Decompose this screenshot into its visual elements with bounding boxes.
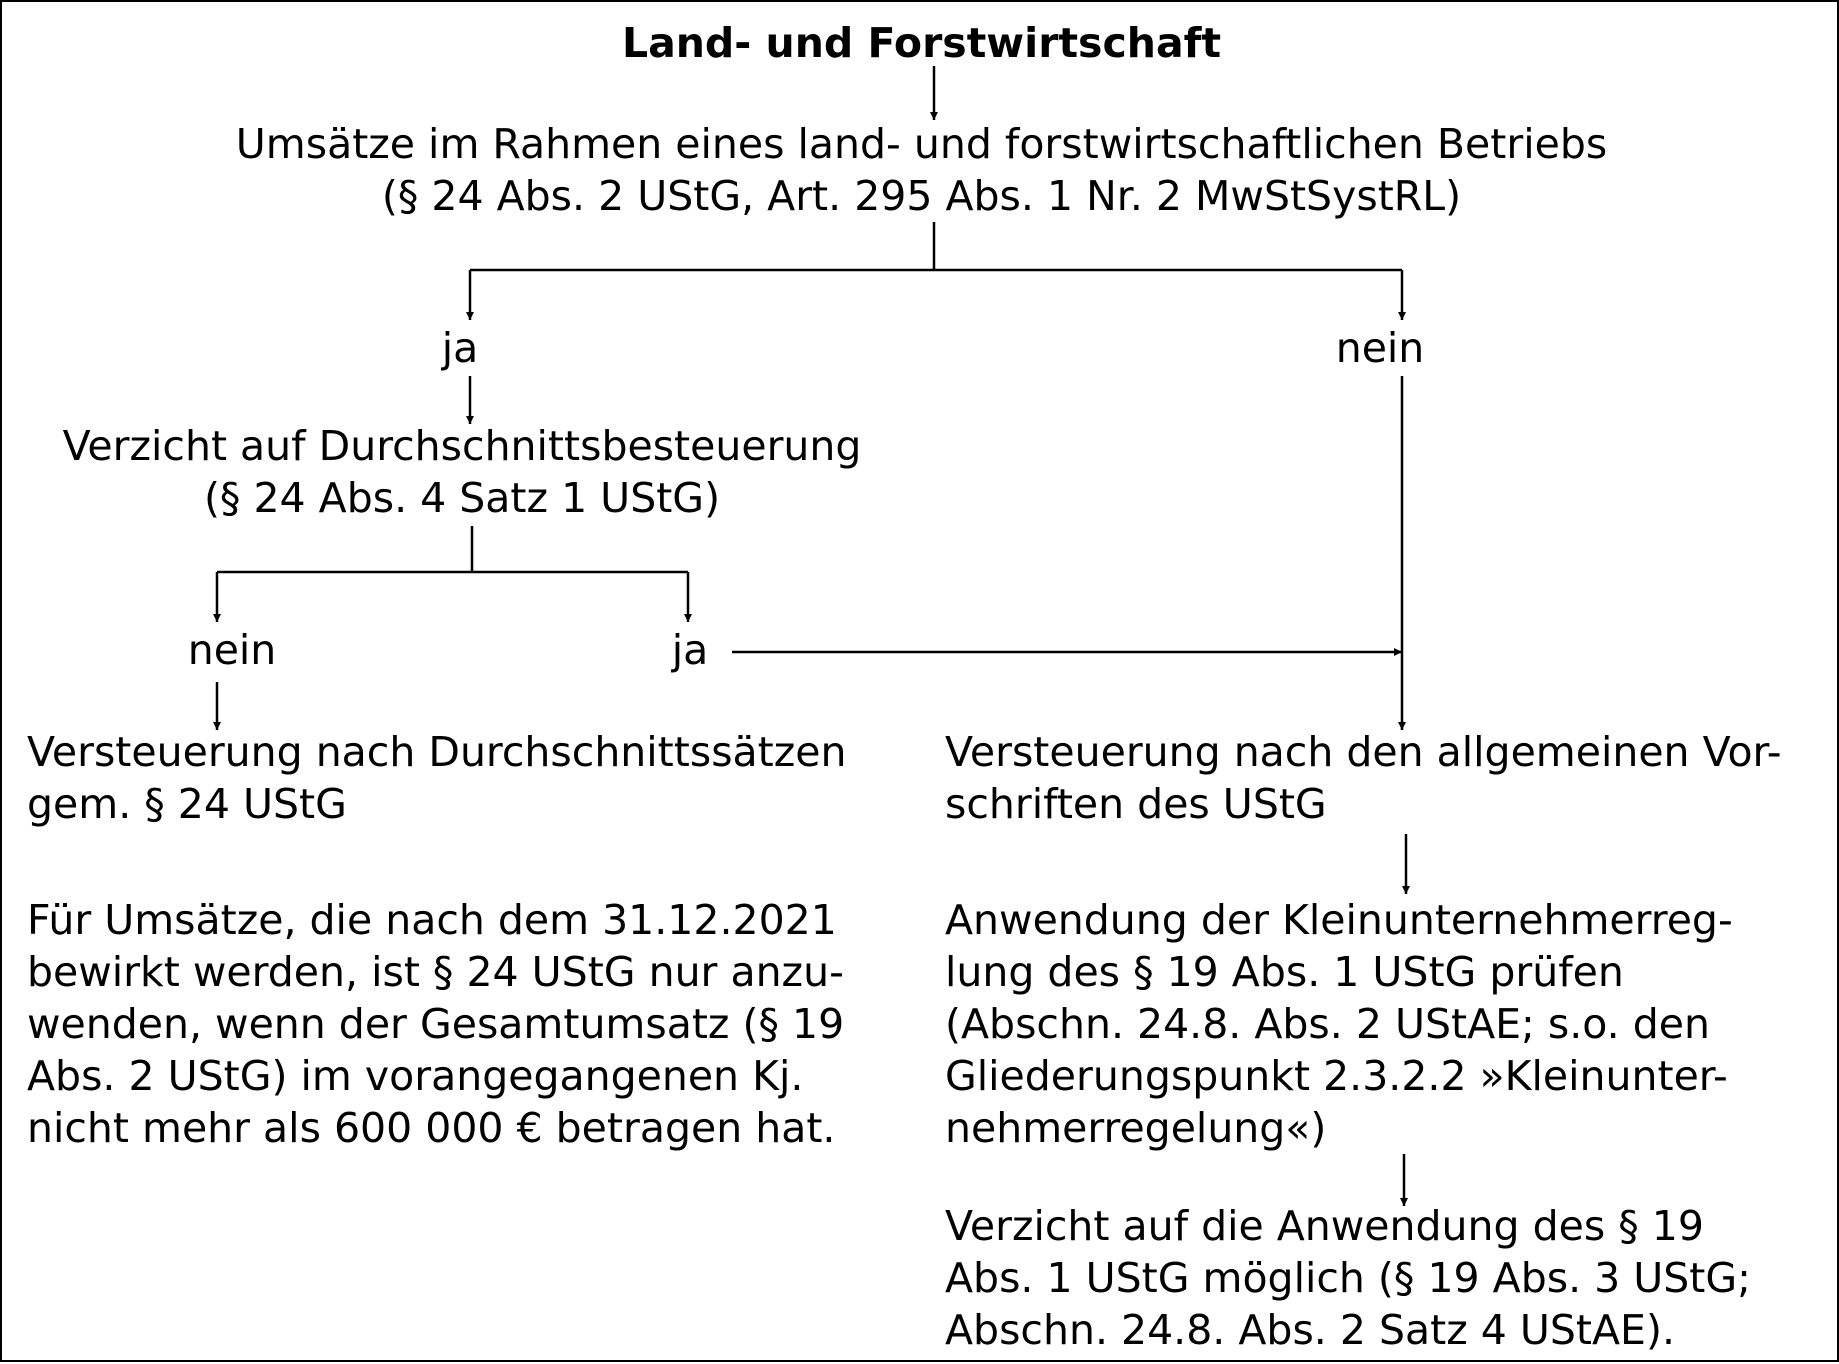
waiver-line-1: Verzicht auf Durchschnittsbesteuerung: [62, 422, 862, 470]
waiver-yes-label: ja: [671, 626, 709, 674]
waiver-line-2: (§ 24 Abs. 4 Satz 1 UStG): [203, 474, 721, 522]
small-business-line-1: Anwendung der Kleinunternehmerreg-: [945, 896, 1733, 944]
small-business-line-2: lung des § 19 Abs. 1 UStG prüfen: [945, 948, 1624, 996]
average-rates-box: [27, 726, 846, 830]
note-2021-line-3: wenden, wenn der Gesamtumsatz (§ 19: [27, 1000, 845, 1048]
waiver-box: [2, 420, 922, 524]
diagram-title: Land- und Forstwirtschaft: [621, 19, 1222, 67]
branch-no-label: nein: [1335, 324, 1425, 372]
waiver-19-box: [945, 1200, 1751, 1356]
note-2021-line-5: nicht mehr als 600 000 € betragen hat.: [27, 1104, 836, 1152]
waiver-19-line-2: Abs. 1 UStG möglich (§ 19 Abs. 3 UStG;: [945, 1254, 1751, 1302]
note-2021-line-2: bewirkt werden, ist § 24 UStG nur anzu-: [27, 948, 844, 996]
small-business-box: [945, 894, 1733, 1154]
note-2021-line-1: Für Umsätze, die nach dem 31.12.2021: [27, 896, 837, 944]
waiver-no-label: nein: [187, 626, 277, 674]
general-rules-box: [945, 726, 1782, 830]
small-business-line-3: (Abschn. 24.8. Abs. 2 UStAE; s.o. den: [945, 1000, 1710, 1048]
small-business-line-5: nehmerregelung«): [945, 1104, 1327, 1152]
small-business-line-4: Gliederungspunkt 2.3.2.2 »Kleinunter-: [945, 1052, 1728, 1100]
average-rates-line-1: Versteuerung nach Durchschnittssätzen: [27, 728, 847, 776]
general-rules-line-2: schriften des UStG: [945, 780, 1327, 828]
note-2021-line-4: Abs. 2 UStG) im vorangegangenen Kj.: [27, 1052, 804, 1100]
average-rates-line-2: gem. § 24 UStG: [27, 780, 347, 828]
question-line-1: Umsätze im Rahmen eines land- und forstwirtschaftlichen Betriebs: [235, 120, 1608, 168]
question-box: [2, 118, 1839, 222]
note-2021-box: [27, 894, 844, 1154]
waiver-19-line-1: Verzicht auf die Anwendung des § 19: [945, 1202, 1704, 1250]
general-rules-line-1: Versteuerung nach den allgemeinen Vor-: [945, 728, 1782, 776]
branch-yes-label: ja: [441, 324, 479, 372]
question-line-2: (§ 24 Abs. 2 UStG, Art. 295 Abs. 1 Nr. 2 MwStSystRL): [381, 172, 1462, 220]
waiver-19-line-3: Abschn. 24.8. Abs. 2 Satz 4 UStAE).: [945, 1306, 1675, 1354]
